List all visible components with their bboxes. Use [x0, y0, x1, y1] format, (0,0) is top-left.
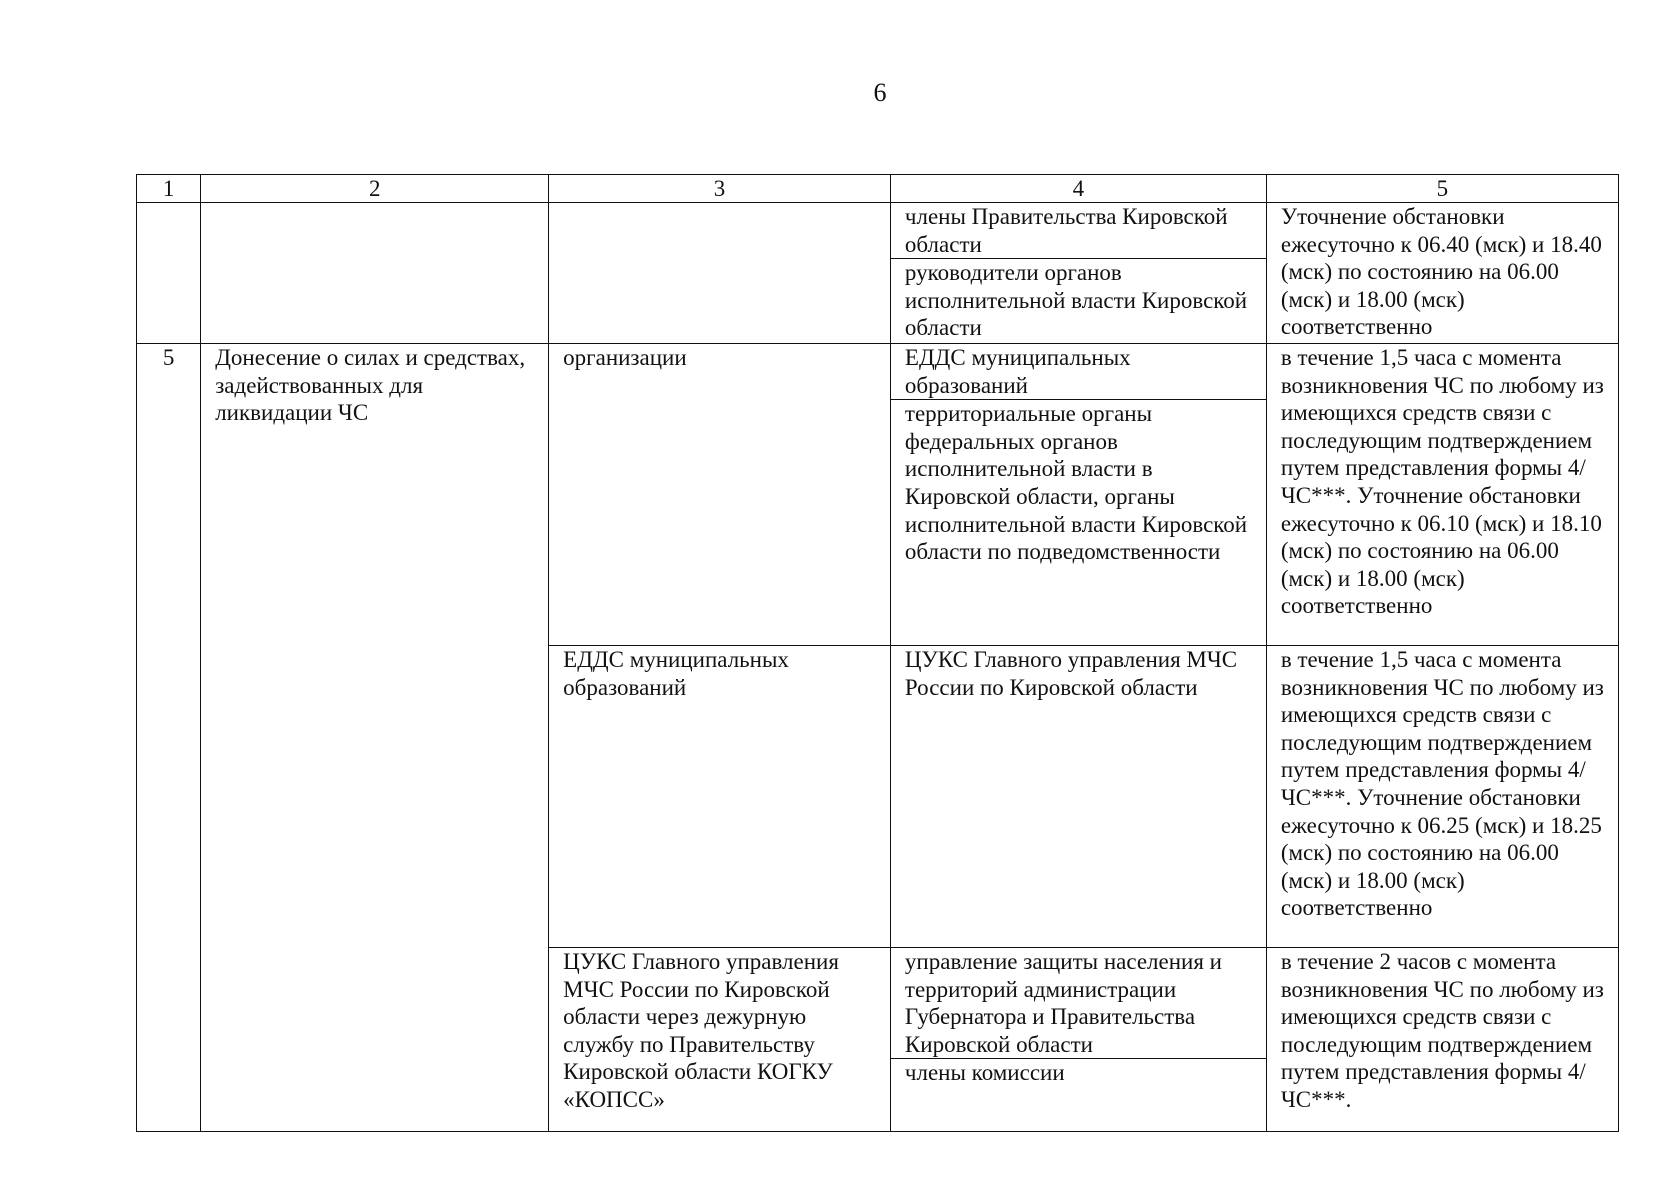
recipient: члены Правительства Кировской области — [891, 203, 1266, 259]
timing-cell: в течение 2 часов с момента возникновения ЧС по любому из имеющихся средств связи с последующим подтверждением путем представления формы 4/ЧС***. — [1266, 948, 1618, 1132]
recipients-cell — [890, 203, 1266, 344]
recipients-cell — [890, 948, 1266, 1132]
timing-cell: в течение 1,5 часа с момента возникновения ЧС по любому из имеющихся средств связи с последующим подтверждением путем представления формы 4/ЧС***. Уточнение обстановки ежесуточно к 06.25 (мск) и 18.25 (мск) по состоянию на 06.00 (мск) и 18.00 (мск) соответственно — [1266, 646, 1618, 948]
sender-cell: организации — [549, 344, 891, 646]
column-header: 5 — [1266, 175, 1618, 203]
column-header: 4 — [890, 175, 1266, 203]
recipients-cell: ЦУКС Главного управления МЧС России по Кировской области — [890, 646, 1266, 948]
sender-cell — [549, 203, 891, 344]
column-header: 2 — [201, 175, 549, 203]
table-row — [137, 344, 1619, 646]
recipients-cell — [890, 344, 1266, 646]
recipient: территориальные органы федеральных органов исполнительной власти в Кировской области, органы исполнительной власти Кировской области по подведомственности — [904, 401, 1248, 565]
recipient: ЕДДС муниципальных образований — [891, 344, 1266, 400]
report-table — [136, 174, 1619, 1132]
timing-cell: в течение 1,5 часа с момента возникновения ЧС по любому из имеющихся средств связи с последующим подтверждением путем представления формы 4/ЧС***. Уточнение обстановки ежесуточно к 06.10 (мск) и 18.10 (мск) по состоянию на 06.00 (мск) и 18.00 (мск) соответственно — [1266, 344, 1618, 646]
report-name-cell — [201, 203, 549, 344]
recipient: управление защиты населения и территорий администрации Губернатора и Правительства Кировской области — [891, 948, 1266, 1059]
table-row — [137, 203, 1619, 344]
column-header: 1 — [137, 175, 201, 203]
row-number-cell — [137, 203, 201, 344]
table-header-row — [137, 175, 1619, 203]
timing-cell: Уточнение обстановки ежесуточно к 06.40 (мск) и 18.40 (мск) по состоянию на 06.00 (мск) и 18.00 (мск) соответственно — [1266, 203, 1618, 344]
report-name-cell: Донесение о силах и средствах, задействованных для ликвидации ЧС — [201, 344, 549, 1132]
sender-cell: ЦУКС Главного управления МЧС России по Кировской области через дежурную службу по Правительству Кировской области КОГКУ «КОПСС» — [549, 948, 891, 1132]
column-header: 3 — [549, 175, 891, 203]
recipient: руководители органов исполнительной власти Кировской области — [904, 260, 1248, 341]
row-number-cell: 5 — [137, 344, 201, 1132]
sender-cell: ЕДДС муниципальных образований — [549, 646, 891, 948]
page-number: 6 — [873, 78, 887, 107]
recipient: члены комиссии — [904, 1060, 1065, 1086]
